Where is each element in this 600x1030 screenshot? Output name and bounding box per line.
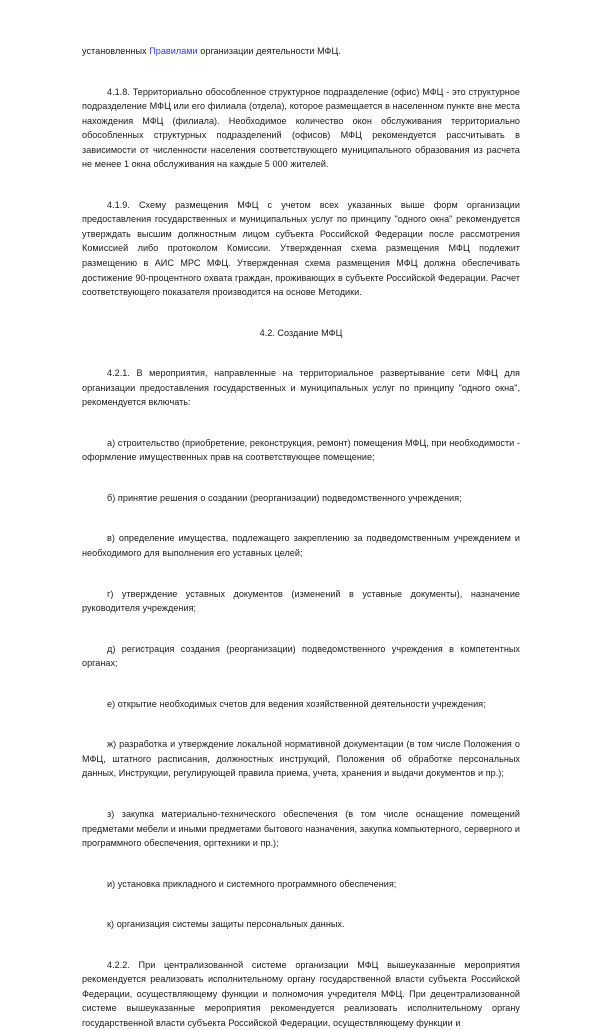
paragraph-spacer [82, 478, 520, 491]
paragraph-spacer [82, 518, 520, 531]
paragraph-4-1-8: 4.1.8. Территориально обособленное структурное подразделение (офис) МФЦ - это структурное подразделение МФЦ или его филиала (отдела), которое размещается в населенном пункте вне места нахождения МФЦ (филиала). Необходимое количество окон обслуживания территориально обособленных структурных подразделений (офисов) МФЦ рекомендуется рассчитывать в зависимости от численности населения соответствующего муниципального образования из расчета не менее 1 окна обслуживания на каждые 5 000 жителей. [82, 86, 520, 170]
list-item-k: к) организация системы защиты персональных данных. [107, 919, 345, 930]
list-item-b: б) принятие решения о создании (реорганизации) подведомственного учреждения; [107, 492, 462, 503]
paragraph-spacer [82, 904, 520, 917]
paragraph-spacer [82, 864, 520, 877]
paragraph-spacer [82, 574, 520, 587]
paragraph-spacer [82, 72, 520, 85]
lead-text-before-link: установленных [82, 46, 150, 56]
list-item-e: е) открытие необходимых счетов для ведения хозяйственной деятельности учреждения; [107, 698, 486, 709]
list-item-i: и) установка прикладного и системного программного обеспечения; [107, 878, 397, 889]
paragraph-4-2-2: 4.2.2. При централизованной системе организации МФЦ вышеуказанные мероприятия рекомендуется реализовать исполнительному органу государственной власти субъекта Российской Федерации, осуществляющему функции и полномочия учредителя МФЦ. При децентрализованной системе вышеуказанные мероприятия рекомендуется реализовать исполнительному органу государственной власти субъекта Российской Федерации, осуществляющему функции и [82, 959, 520, 1028]
paragraph-spacer [82, 185, 520, 198]
lead-text-after-link: организации деятельности МФЦ. [197, 46, 341, 56]
paragraph-4-1-9: 4.1.9. Схему размещения МФЦ с учетом всех указанных выше форм организации предоставления государственных и муниципальных услуг по принципу "одного окна" рекомендуется утверждать высшим должностным лицом субъекта Российской Федерации после рассмотрения Комиссией либо протоколом Комиссии. Утвержденная схема размещения МФЦ подлежит размещению в АИС МРС МФЦ. Утвержденная схема размещения МФЦ должна обеспечивать достижение 90-процентного охвата граждан, проживающих в субъекте Российской Федерации. Расчет соответствующего показателя производится на основе Методики. [82, 199, 520, 298]
list-item-zh: ж) разработка и утверждение локальной нормативной документации (в том числе Положения о МФЦ, штатного расписания, должностных инструкций, Положения об обработке персональных данных, Инструкции, регулирующей правила приема, учета, хранения и выдачи документов и пр.); [82, 739, 520, 779]
paragraph-spacer [82, 724, 520, 737]
paragraph-spacer [82, 945, 520, 958]
paragraph-4-2-1: 4.2.1. В мероприятия, направленные на территориальное развертывание сети МФЦ для организации предоставления государственных и муниципальных услуг по принципу "одного окна", рекомендуется включать: [82, 368, 520, 408]
paragraph-spacer [82, 794, 520, 807]
list-item-z: з) закупка материально-технического обеспечения (в том числе оснащение помещений предметами мебели и иными предметами бытового назначения, закупка компьютерного, серверного и программного обеспечения, оргтехники и пр.); [82, 808, 520, 849]
paragraph-spacer [82, 313, 520, 326]
list-item-d: д) регистрация создания (реорганизации) подведомственного учреждения в компетентных органах; [82, 643, 520, 669]
paragraph-spacer [82, 684, 520, 697]
list-item-v: в) определение имущества, подлежащего закреплению за подведомственным учреждением и необходимого для выполнения его уставных целей; [82, 533, 520, 559]
paragraph-spacer [82, 353, 520, 366]
paragraph-spacer [82, 629, 520, 642]
list-item-a: а) строительство (приобретение, реконструкция, ремонт) помещения МФЦ, при необходимости - оформление имущественных прав на соответствующее помещение; [82, 437, 520, 463]
paragraph-spacer [82, 423, 520, 436]
list-item-g: г) утверждение уставных документов (изменений в уставные документы), назначение руководителя учреждения; [82, 588, 520, 614]
section-heading-4-2: 4.2. Создание МФЦ [259, 327, 343, 338]
pravilami-link[interactable]: Правилами [149, 46, 198, 56]
lead-paragraph [82, 44, 520, 59]
document-body [82, 44, 520, 1030]
